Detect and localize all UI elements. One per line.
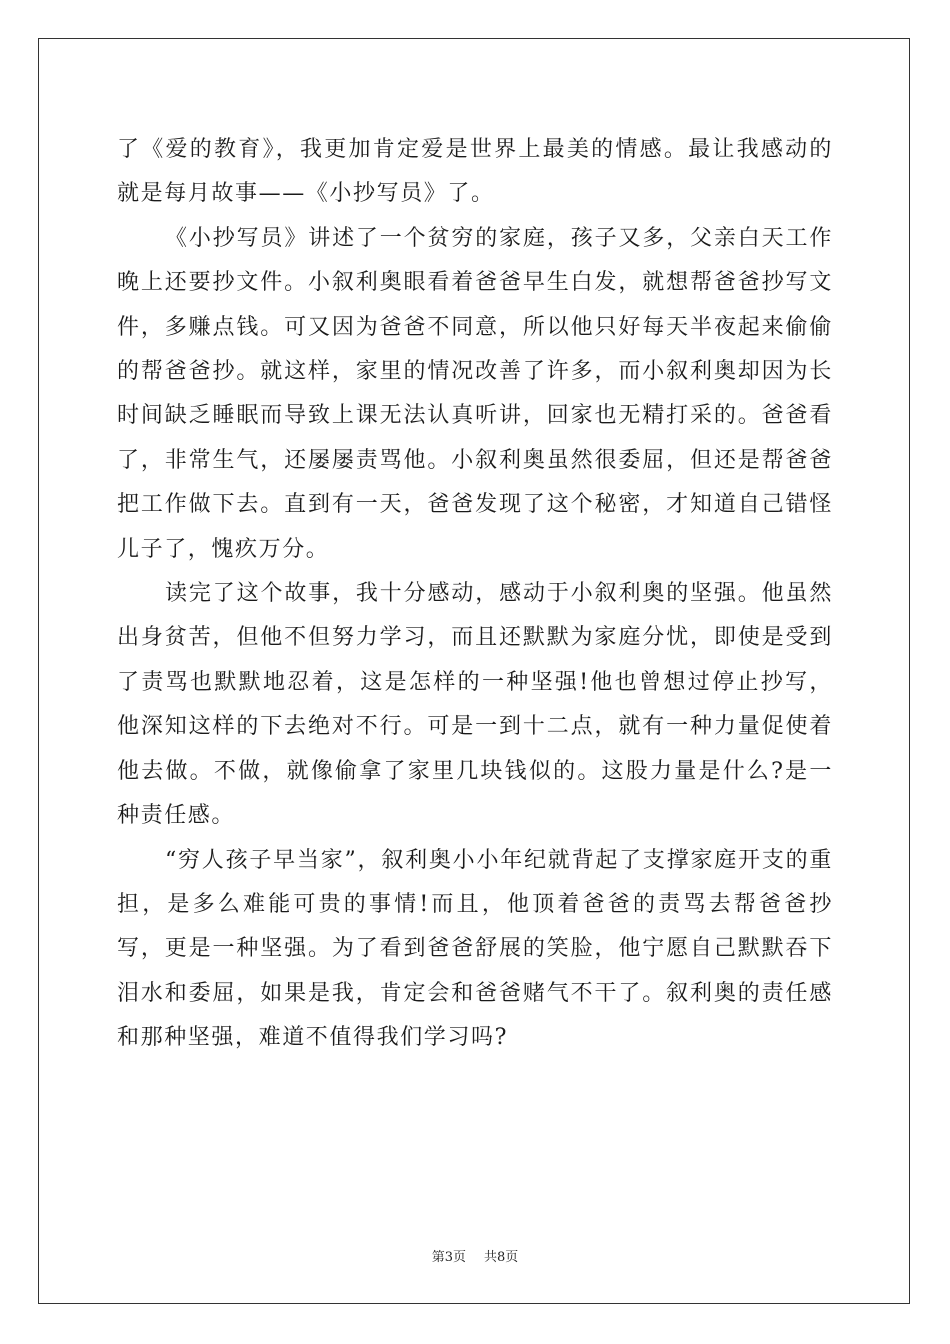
- paragraph-3: 读完了这个故事，我十分感动，感动于小叙利奥的坚强。他虽然出身贫苦，但他不但努力学习，而且还默默为家庭分忧，即使是受到了责骂也默默地忍着，这是怎样的一种坚强!他也曾想过停止抄写，他深知这样的下去绝对不行。可是一到十二点，就有一种力量促使着他去做。不做，就像偷拿了家里几块钱似的。这股力量是什么?是一种责任感。: [117, 581, 833, 829]
- paragraph-1: 了《爱的教育》，我更加肯定爱是世界上最美的情感。最让我感动的就是每月故事——《小抄写员》了。: [117, 137, 833, 207]
- paragraph-2: 《小抄写员》讲述了一个贫穷的家庭，孩子又多，父亲白天工作晚上还要抄文件。小叙利奥眼看着爸爸早生白发，就想帮爸爸抄写文件，多赚点钱。可又因为爸爸不同意，所以他只好每天半夜起来偷偷的帮爸爸抄。就这样，家里的情况改善了许多，而小叙利奥却因为长时间缺乏睡眠而导致上课无法认真听讲，回家也无精打采的。爸爸看了，非常生气，还屡屡责骂他。小叙利奥虽然很委屈，但还是帮爸爸把工作做下去。直到有一天，爸爸发现了这个秘密，才知道自己错怪儿子了，愧疚万分。: [117, 225, 833, 562]
- page-footer: [0, 1246, 950, 1265]
- page-number: 第3页: [431, 1250, 466, 1265]
- paragraph-4: “穷人孩子早当家”，叙利奥小小年纪就背起了支撑家庭开支的重担，是多么难能可贵的事情!而且，他顶着爸爸的责骂去帮爸爸抄写，更是一种坚强。为了看到爸爸舒展的笑脸，他宁愿自己默默吞下泪水和委屈，如果是我，肯定会和爸爸赌气不干了。叙利奥的责任感和那种坚强，难道不值得我们学习吗?: [117, 847, 833, 1051]
- document-body: [117, 128, 833, 1061]
- page-total: 共8页: [484, 1250, 519, 1265]
